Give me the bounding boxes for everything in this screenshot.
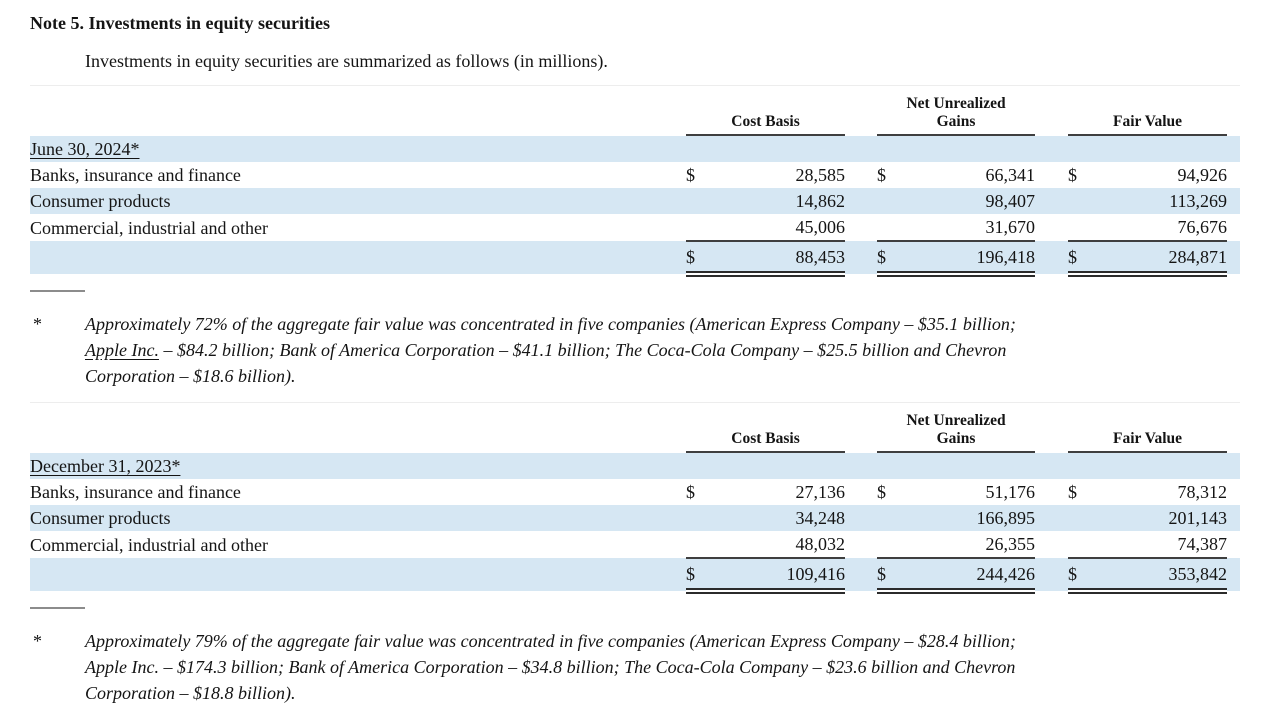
dollar-sign: $ bbox=[877, 482, 887, 502]
footnote-separator bbox=[30, 607, 85, 609]
dollar-sign: $ bbox=[686, 165, 695, 185]
fair-value-value: 78,312 bbox=[1177, 482, 1228, 502]
dollar-sign: $ bbox=[877, 241, 907, 274]
footnote-2024 bbox=[33, 311, 1280, 389]
col-header-cost-basis: Cost Basis bbox=[686, 86, 845, 136]
total-unrealized-gains: 244,426 bbox=[907, 558, 1035, 591]
unrealized-gains-value: 98,407 bbox=[907, 188, 1035, 214]
label-column-header bbox=[30, 403, 686, 453]
apple-inc-underlined: Apple Inc. bbox=[85, 340, 159, 360]
row-label: Consumer products bbox=[30, 505, 686, 531]
note-title: Note 5. Investments in equity securities bbox=[30, 13, 330, 33]
footnote-2023 bbox=[33, 628, 1280, 706]
dollar-sign: $ bbox=[877, 165, 887, 185]
col-header-fair-value: Fair Value bbox=[1068, 86, 1227, 136]
cost-basis-value: 28,585 bbox=[795, 165, 846, 185]
column-header-row bbox=[30, 403, 1240, 453]
row-label: Commercial, industrial and other bbox=[30, 217, 268, 238]
dollar-sign: $ bbox=[877, 558, 907, 591]
fair-value-value: 76,676 bbox=[1098, 214, 1227, 241]
dollar-sign: $ bbox=[1068, 482, 1078, 502]
unrealized-gains-value: 26,355 bbox=[907, 531, 1035, 558]
dollar-sign: $ bbox=[686, 482, 695, 502]
total-unrealized-gains: 196,418 bbox=[907, 241, 1035, 274]
footnote-line-3: Corporation – $18.8 billion). bbox=[85, 683, 296, 703]
footnote-marker: * bbox=[33, 631, 42, 651]
total-fair-value: 353,842 bbox=[1098, 558, 1227, 591]
total-row bbox=[30, 558, 1240, 591]
footnote-line-3: Corporation – $18.6 billion). bbox=[85, 366, 296, 386]
unrealized-gains-value: 166,895 bbox=[907, 505, 1035, 531]
fair-value-value: 113,269 bbox=[1098, 188, 1227, 214]
table-row bbox=[30, 531, 1240, 558]
label-column-header bbox=[30, 86, 686, 136]
unrealized-gains-value: 31,670 bbox=[907, 214, 1035, 241]
row-label: Consumer products bbox=[30, 188, 686, 214]
table-row bbox=[30, 214, 1240, 241]
col-header-cost-basis: Cost Basis bbox=[686, 403, 845, 453]
total-cost-basis: 88,453 bbox=[716, 241, 845, 274]
footnote-line-1: Approximately 79% of the aggregate fair value was concentrated in five companies (American Express Company – $28.4 billion; bbox=[85, 631, 1016, 651]
col-header-fair-value: Fair Value bbox=[1068, 403, 1227, 453]
equity-table-2024 bbox=[30, 85, 1240, 277]
cost-basis-value: 27,136 bbox=[795, 482, 846, 502]
fair-value-value: 201,143 bbox=[1098, 505, 1227, 531]
total-cost-basis: 109,416 bbox=[716, 558, 845, 591]
intro-paragraph: Investments in equity securities are summarized as follows (in millions). bbox=[85, 51, 608, 71]
unrealized-gains-value: 66,341 bbox=[985, 165, 1036, 185]
document-page bbox=[0, 13, 1280, 703]
footnote-line-2: Apple Inc. – $174.3 billion; Bank of America Corporation – $34.8 billion; The Coca-Cola Company – $23.6 billion and Chevron bbox=[85, 657, 1016, 677]
dollar-sign: $ bbox=[1068, 241, 1098, 274]
cost-basis-value: 48,032 bbox=[716, 531, 845, 558]
row-label: Banks, insurance and finance bbox=[30, 165, 241, 185]
fair-value-value: 74,387 bbox=[1098, 531, 1227, 558]
equity-table-2023 bbox=[30, 402, 1240, 594]
fair-value-value: 94,926 bbox=[1177, 165, 1228, 185]
cost-basis-value: 14,862 bbox=[716, 188, 845, 214]
dollar-sign: $ bbox=[1068, 165, 1078, 185]
cost-basis-value: 34,248 bbox=[716, 505, 845, 531]
table-row bbox=[30, 162, 1240, 188]
total-row bbox=[30, 241, 1240, 274]
row-label: Banks, insurance and finance bbox=[30, 482, 241, 502]
dollar-sign: $ bbox=[1068, 558, 1098, 591]
footnote-line-2: Apple Inc. – $84.2 billion; Bank of America Corporation – $41.1 billion; The Coca-Cola Company – $25.5 billion and Chevron bbox=[85, 340, 1007, 360]
col-header-net-unrealized-gains: Net Unrealized Gains bbox=[877, 403, 1035, 453]
col-header-net-unrealized-gains: Net Unrealized Gains bbox=[877, 86, 1035, 136]
footnote-separator bbox=[30, 290, 85, 292]
footnote-marker: * bbox=[33, 314, 42, 334]
row-label: Commercial, industrial and other bbox=[30, 534, 268, 555]
column-header-row bbox=[30, 86, 1240, 136]
section-label: December 31, 2023* bbox=[30, 452, 1240, 479]
total-fair-value: 284,871 bbox=[1098, 241, 1227, 274]
dollar-sign: $ bbox=[686, 558, 716, 591]
dollar-sign: $ bbox=[686, 241, 716, 274]
table-row bbox=[30, 188, 1240, 214]
footnote-line-1: Approximately 72% of the aggregate fair value was concentrated in five companies (American Express Company – $35.1 billion; bbox=[85, 314, 1016, 334]
table-row bbox=[30, 479, 1240, 505]
section-row-june-2024 bbox=[30, 135, 1240, 162]
table-row bbox=[30, 505, 1240, 531]
section-row-december-2023 bbox=[30, 452, 1240, 479]
unrealized-gains-value: 51,176 bbox=[985, 482, 1036, 502]
cost-basis-value: 45,006 bbox=[716, 214, 845, 241]
section-label: June 30, 2024* bbox=[30, 135, 1240, 162]
